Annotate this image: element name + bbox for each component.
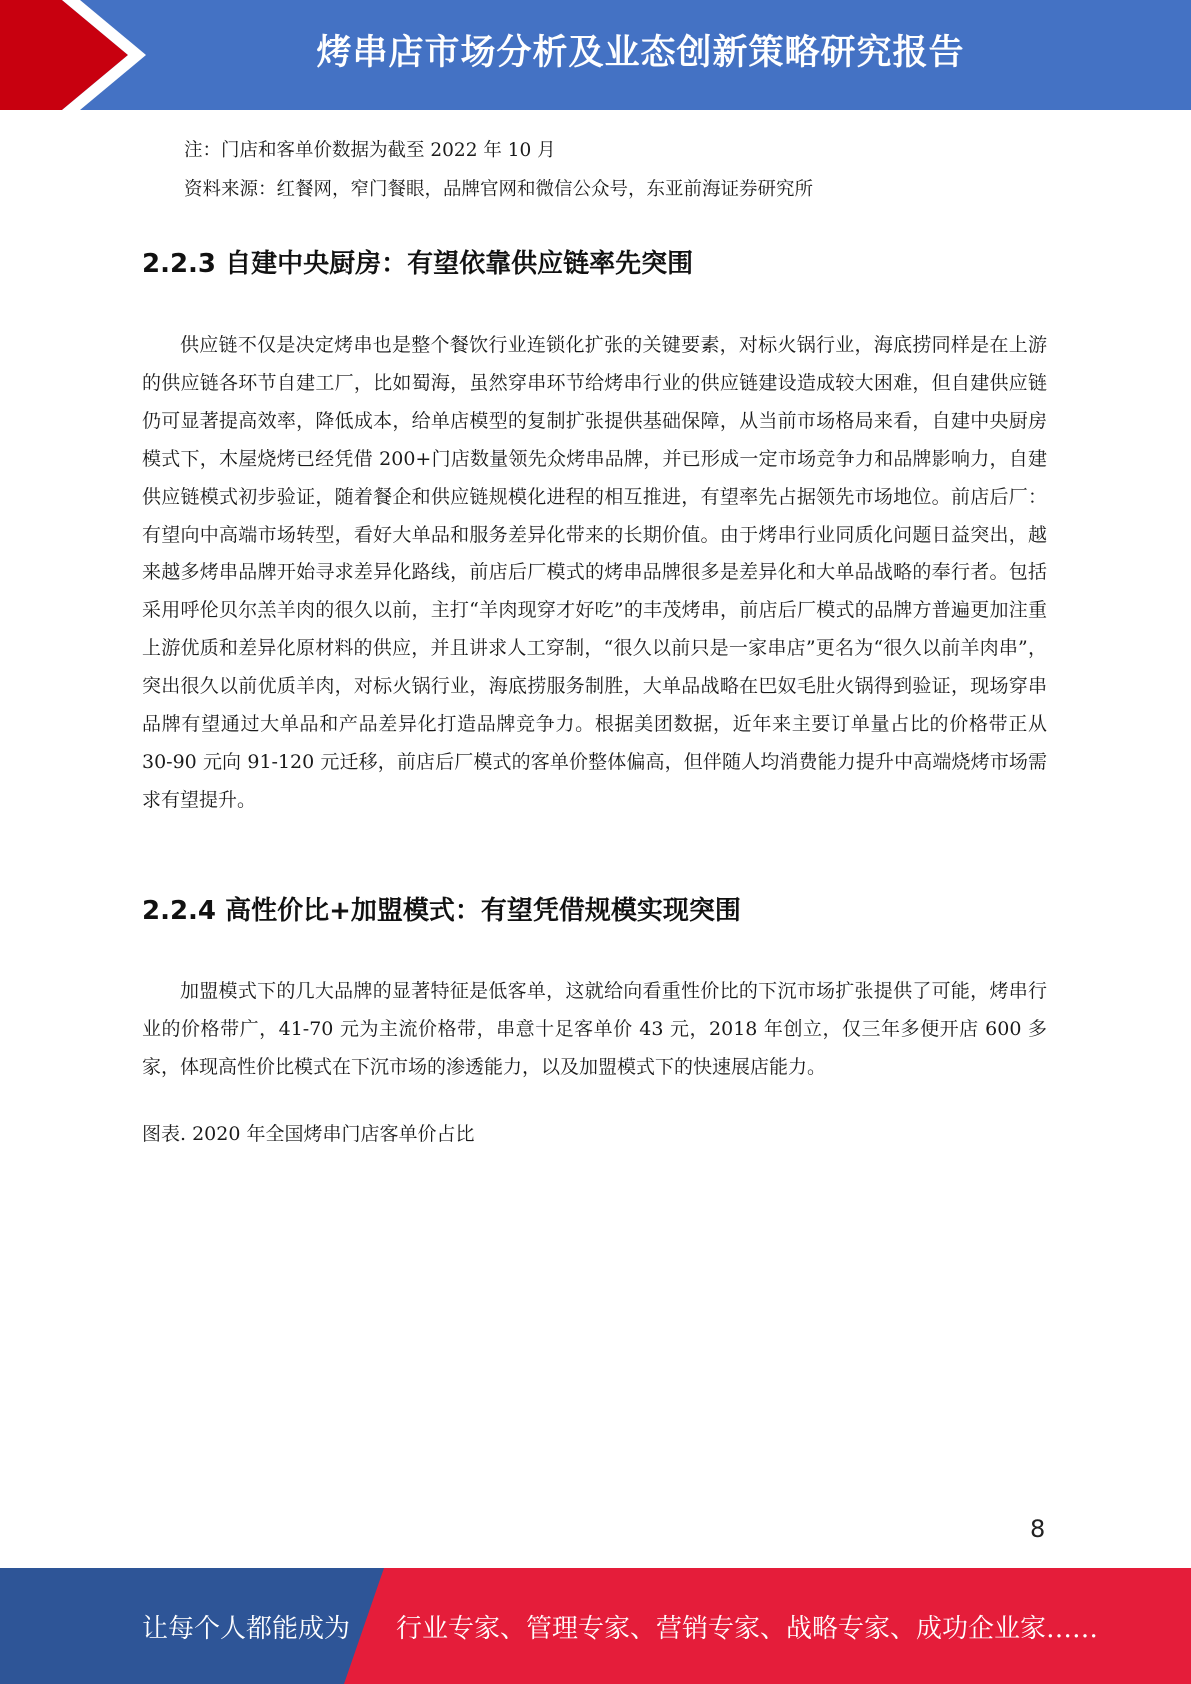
report-title: 烤串店市场分析及业态创新策略研究报告 — [316, 33, 965, 73]
footer-slogan-right: 行业专家、管理专家、营销专家、战略专家、成功企业家…… — [396, 1614, 1099, 1644]
data-note: 注：门店和客单价数据为截至 2022 年 10 月 — [184, 140, 556, 161]
section-heading-2-2-4: 2.2.4 高性价比+加盟模式：有望凭借规模实现突围 — [142, 896, 741, 926]
header-arrow-decoration — [0, 0, 160, 110]
footer-banner — [0, 1568, 1191, 1684]
section-paragraph-2-2-4: 加盟模式下的几大品牌的显著特征是低客单，这就给向看重性价比的下沉市场扩张提供了可能，烤串行业的价格带广，41-70 元为主流价格带，串意十足客单价 43 元，2018 年创立，仅三年多便开店 600 多家，体现高性价比模式在下沉市场的渗透能力，以及加盟模式下的快速展店能力。 — [142, 980, 1047, 1078]
figure-caption: 图表. 2020 年全国烤串门店客单价占比 — [142, 1123, 475, 1145]
header-banner — [0, 0, 1191, 110]
source-note: 资料来源：红餐网，窄门餐眼，品牌官网和微信公众号，东亚前海证券研究所 — [184, 179, 814, 200]
page-number: 8 — [1030, 1515, 1046, 1543]
section-heading-2-2-3: 2.2.3 自建中央厨房：有望依靠供应链率先突围 — [142, 249, 694, 279]
section-paragraph-2-2-3: 供应链不仅是决定烤串也是整个餐饮行业连锁化扩张的关键要素，对标火锅行业，海底捞同样是在上游的供应链各环节自建工厂，比如蜀海，虽然穿串环节给烤串行业的供应链建设造成较大困难，但自建供应链仍可显著提高效率，降低成本，给单店模型的复制扩张提供基础保障，从当前市场格局来看，自建中央厨房模式下，木屋烧烤已经凭借 200+门店数量领先众烤串品牌，并已形成一定市场竞争力和品牌影响力，自建供应链模式初步验证，随着餐企和供应链规模化进程的相互推进，有望率先占据领先市场地位。前店后厂：有望向中高端市场转型，看好大单品和服务差异化带来的长期价值。由于烤串行业同质化问题日益突出，越来越多烤串品牌开始寻求差异化路线，前店后厂模式的烤串品牌很多是差异化和大单品战略的奉行者。包括采用呼伦贝尔羔羊肉的很久以前，主打“羊肉现穿才好吃”的丰茂烤串，前店后厂模式的品牌方普遍更加注重上游优质和差异化原材料的供应，并且讲求人工穿制，“很久以前只是一家串店”更名为“很久以前羊肉串”，突出很久以前优质羊肉，对标火锅行业，海底捞服务制胜，大单品战略在巴奴毛肚火锅得到验证，现场穿串品牌有望通过大单品和产品差异化打造品牌竞争力。根据美团数据，近年来主要订单量占比的价格带正从 30-90 元向 91-120 元迁移，前店后厂模式的客单价整体偏高，但伴随人均消费能力提升中高端烧烤市场需求有望提升。 — [142, 334, 1047, 811]
footer-slogan-left: 让每个人都能成为 — [142, 1614, 351, 1644]
